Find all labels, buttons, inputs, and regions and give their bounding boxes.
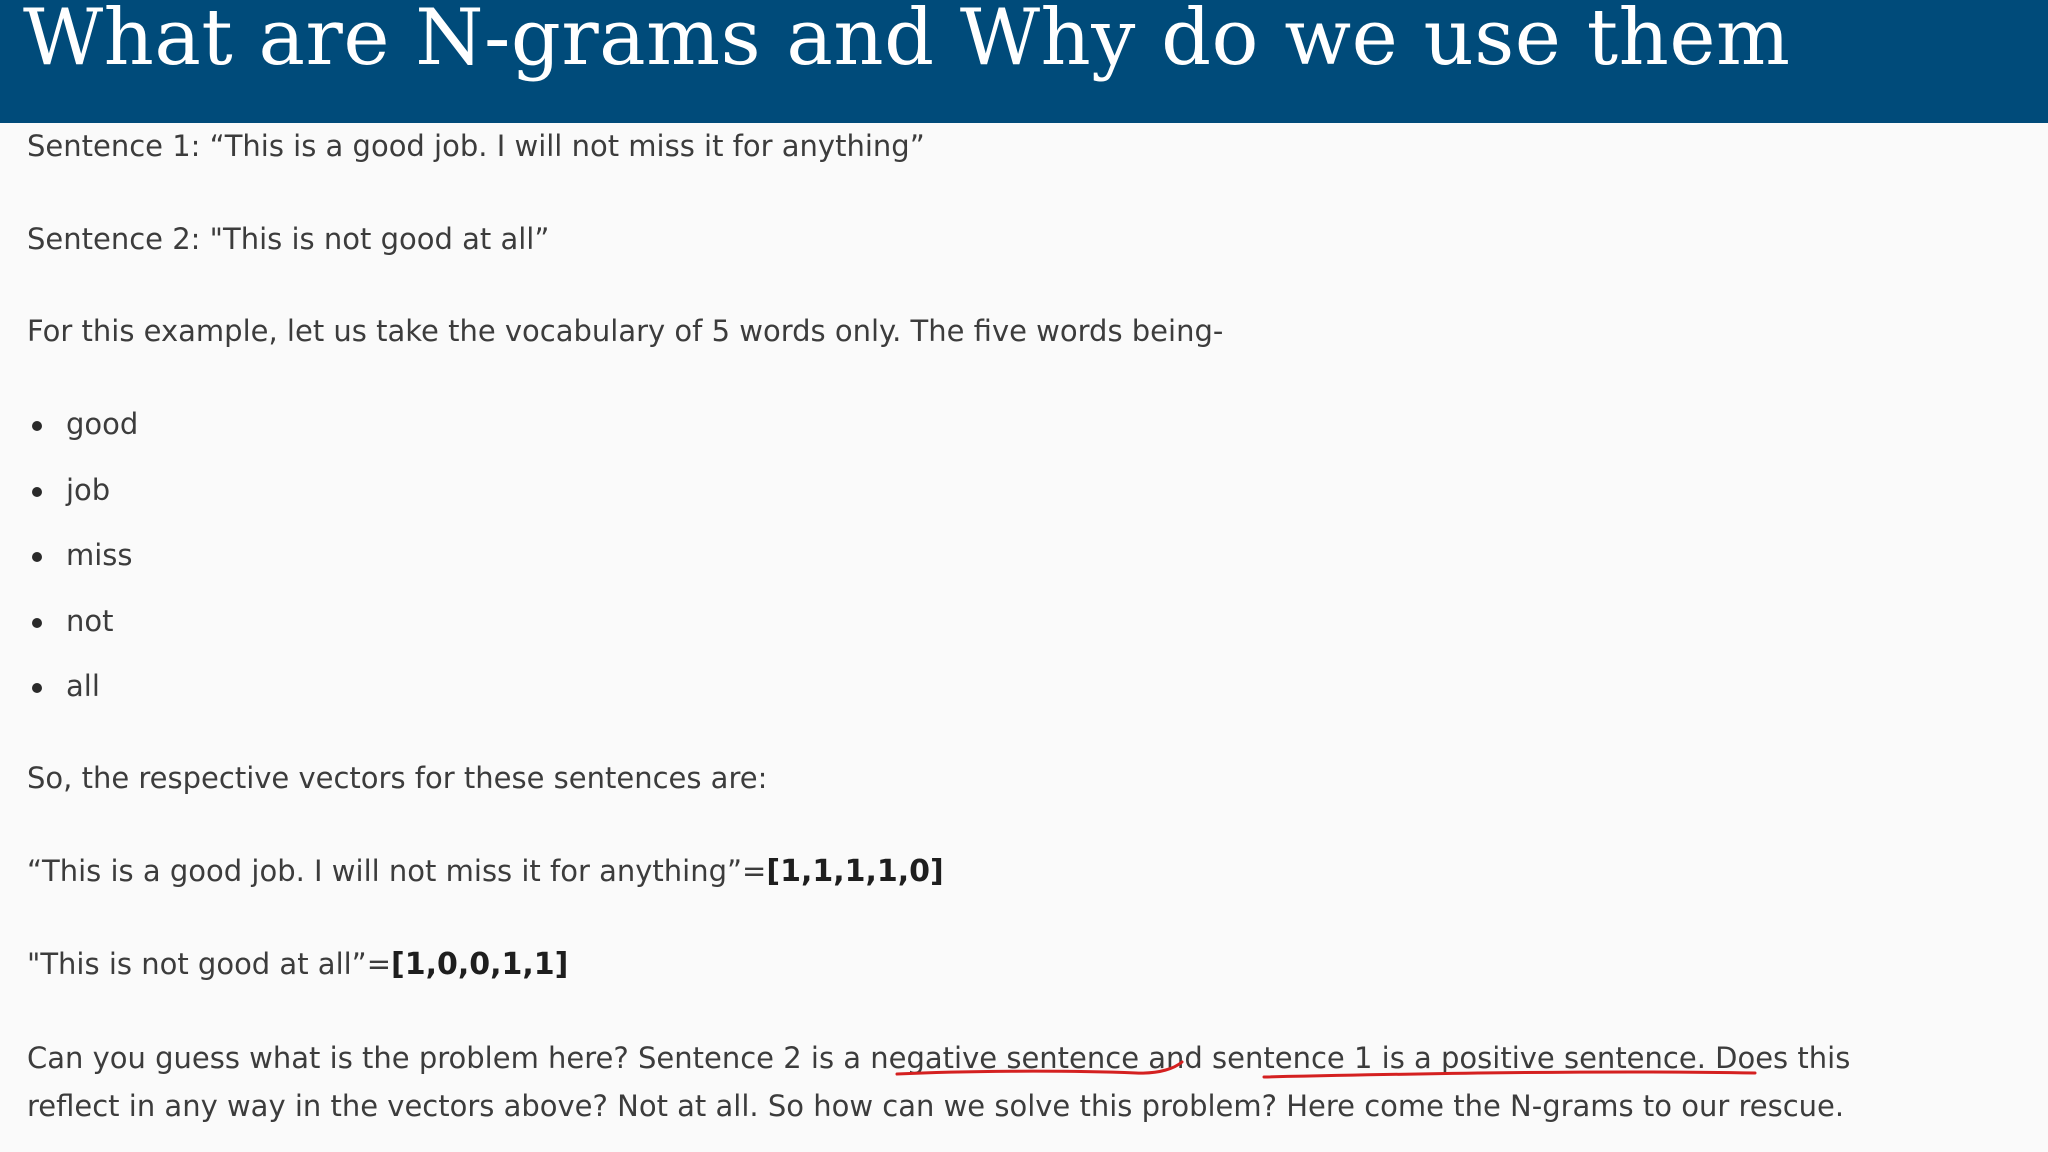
- positive-sentence-phrase: sentence 1 is a positive sentence: [1212, 1041, 1697, 1075]
- vectors-intro: So, the respective vectors for these sentences are:: [27, 761, 768, 795]
- bullet-icon: [32, 487, 42, 497]
- sentence-1: Sentence 1: “This is a good job. I will not miss it for anything”: [27, 129, 925, 163]
- bullet-icon: [32, 618, 42, 628]
- bullet-icon: [32, 683, 42, 693]
- vector-2-sentence: "This is not good at all”=: [27, 947, 392, 981]
- vector-1-sentence: “This is a good job. I will not miss it for anything”=: [27, 854, 767, 888]
- bullet-icon: [32, 552, 42, 562]
- bullet-icon: [32, 421, 42, 431]
- vector-2: [27, 944, 568, 985]
- vector-2-value: [1,0,0,1,1]: [391, 947, 569, 982]
- vector-1-value: [1,1,1,1,0]: [766, 854, 944, 889]
- slide-title: What are N-grams and Why do we use them: [23, 0, 1791, 83]
- conclusion-line-2: reflect in any way in the vectors above? Not at all. So how can we solve this problem? Here come the N-grams to our rescue.: [27, 1089, 1845, 1123]
- vocabulary-intro: For this example, let us take the vocabulary of 5 words only. The five words being-: [27, 314, 1224, 348]
- vector-1: [27, 851, 944, 892]
- sentence-2: Sentence 2: "This is not good at all”: [27, 222, 550, 256]
- conclusion-line-1: Can you guess what is the problem here? Sentence 2 is a negative sentence and sentence 1 is a positive sentence. Does this: [27, 1041, 1851, 1075]
- title-bar: [0, 0, 2048, 123]
- negative-sentence-phrase: negative sentence: [870, 1041, 1140, 1075]
